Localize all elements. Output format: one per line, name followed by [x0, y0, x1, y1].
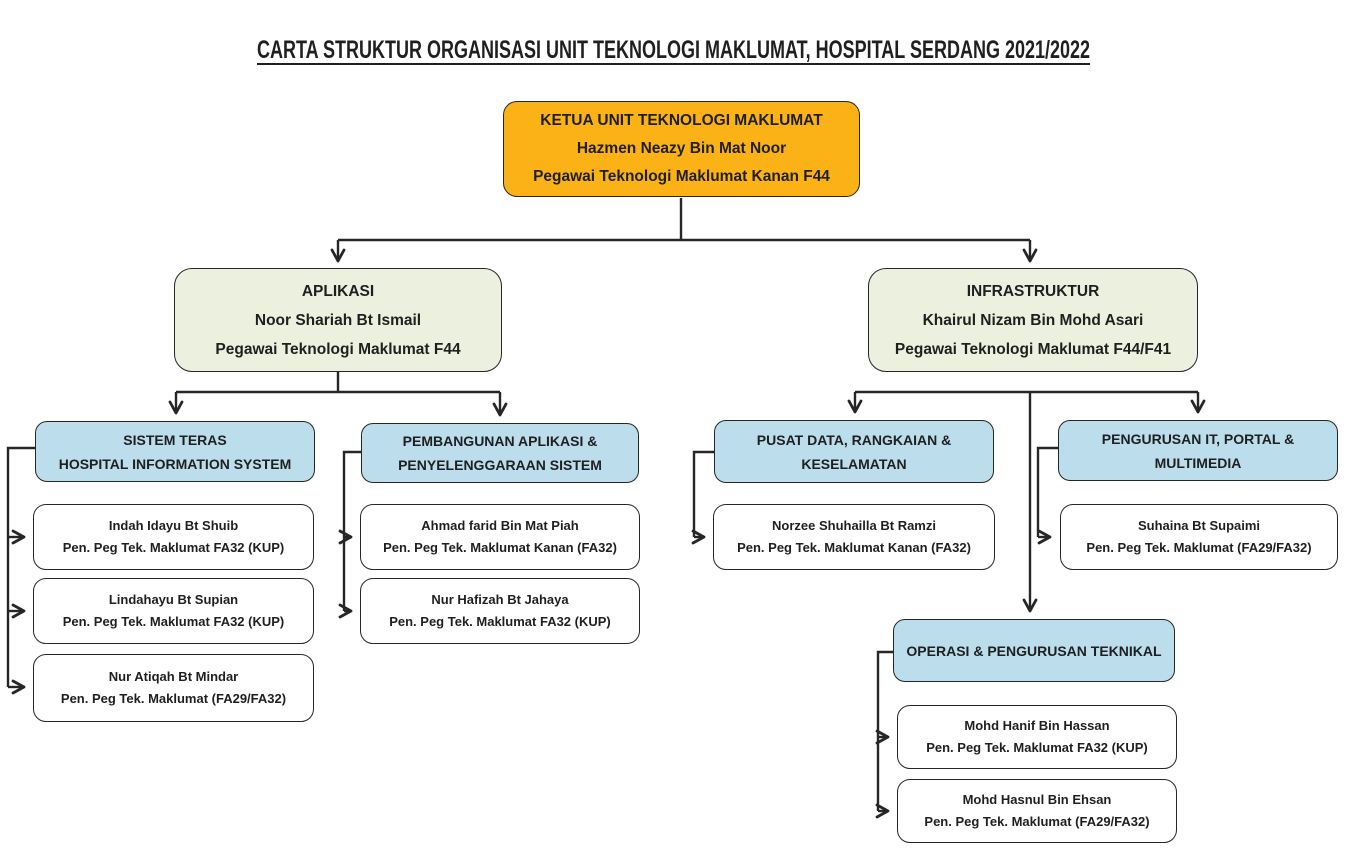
node-staff-ahmad-farid — [360, 504, 640, 570]
node-infrastruktur-name: Khairul Nizam Bin Mohd Asari — [922, 311, 1144, 329]
node-infrastruktur — [868, 268, 1198, 372]
page-title-text: CARTA STRUKTUR ORGANISASI UNIT TEKNOLOGI MAKLUMAT, HOSPITAL SERDANG 2021/2022 — [256, 36, 1091, 64]
staff-name: Indah Idayu Bt Shuib — [108, 518, 239, 533]
node-pembangunan-line1: PEMBANGUNAN APLIKASI & — [402, 433, 598, 449]
node-aplikasi-label: APLIKASI — [301, 282, 375, 300]
staff-role: Pen. Peg Tek. Maklumat (FA29/FA32) — [924, 814, 1150, 829]
node-staff-norzee — [713, 504, 995, 570]
node-aplikasi — [174, 268, 502, 372]
node-ketua-unit-title: KETUA UNIT TEKNOLOGI MAKLUMAT — [540, 112, 823, 129]
staff-role: Pen. Peg Tek. Maklumat (FA29/FA32) — [1086, 540, 1312, 555]
staff-role: Pen. Peg Tek. Maklumat FA32 (KUP) — [926, 740, 1148, 755]
staff-name: Nur Atiqah Bt Mindar — [108, 669, 239, 684]
staff-name: Mohd Hanif Bin Hassan — [964, 718, 1110, 733]
staff-role: Pen. Peg Tek. Maklumat FA32 (KUP) — [62, 614, 285, 629]
staff-name: Suhaina Bt Supaimi — [1137, 518, 1261, 533]
staff-role: Pen. Peg Tek. Maklumat FA32 (KUP) — [62, 540, 285, 555]
node-sistem-teras-line1: SISTEM TERAS — [123, 431, 227, 448]
node-sistem-teras-line2: HOSPITAL INFORMATION SYSTEM — [58, 455, 292, 472]
node-aplikasi-name: Noor Shariah Bt Ismail — [254, 311, 422, 329]
node-staff-mohd-hanif — [897, 705, 1177, 769]
staff-role: Pen. Peg Tek. Maklumat Kanan (FA32) — [383, 540, 617, 555]
node-pembangunan-aplikasi — [361, 423, 639, 483]
node-pengurusan-it-line1: PENGURUSAN IT, PORTAL & — [1101, 430, 1295, 447]
node-staff-nur-atiqah — [33, 654, 314, 722]
staff-role: Pen. Peg Tek. Maklumat (FA29/FA32) — [60, 691, 287, 706]
node-staff-indah — [33, 504, 314, 570]
node-aplikasi-role: Pegawai Teknologi Maklumat F44 — [215, 340, 461, 358]
staff-role: Pen. Peg Tek. Maklumat FA32 (KUP) — [389, 614, 611, 629]
staff-name: Ahmad farid Bin Mat Piah — [421, 518, 579, 533]
staff-name: Nur Hafizah Bt Jahaya — [431, 592, 569, 607]
node-staff-mohd-hasnul — [897, 779, 1177, 843]
node-staff-nur-hafizah — [360, 578, 640, 644]
node-infrastruktur-role: Pegawai Teknologi Maklumat F44/F41 — [894, 340, 1172, 358]
staff-name: Lindahayu Bt Supian — [108, 592, 239, 607]
node-pembangunan-line2: PENYELENGGARAAN SISTEM — [398, 457, 602, 473]
node-sistem-teras — [35, 421, 315, 482]
node-staff-suhaina — [1060, 504, 1338, 570]
node-staff-lindahayu — [33, 578, 314, 644]
node-pengurusan-it — [1058, 420, 1338, 481]
node-operasi-line1: OPERASI & PENGURUSAN TEKNIKAL — [906, 642, 1162, 659]
node-pengurusan-it-line2: MULTIMEDIA — [1154, 454, 1242, 471]
staff-name: Norzee Shuhailla Bt Ramzi — [772, 518, 936, 533]
node-pusat-data-line1: PUSAT DATA, RANGKAIAN & — [756, 431, 952, 448]
node-pusat-data — [714, 420, 994, 483]
node-ketua-unit — [503, 101, 860, 197]
node-ketua-unit-role: Pegawai Teknologi Maklumat Kanan F44 — [533, 168, 830, 185]
node-operasi-teknikal — [893, 619, 1175, 682]
node-pusat-data-line2: KESELAMATAN — [801, 455, 907, 472]
node-infrastruktur-label: INFRASTRUKTUR — [966, 282, 1100, 300]
staff-name: Mohd Hasnul Bin Ehsan — [962, 792, 1112, 807]
staff-role: Pen. Peg Tek. Maklumat Kanan (FA32) — [737, 540, 971, 555]
node-ketua-unit-name: Hazmen Neazy Bin Mat Noor — [576, 140, 787, 157]
